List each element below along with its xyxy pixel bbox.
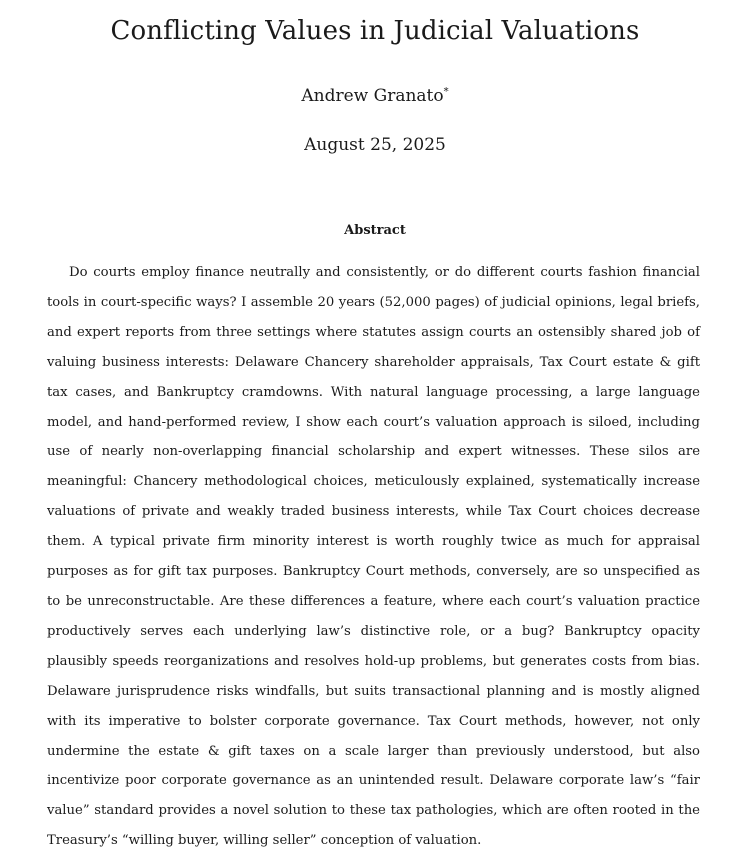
abstract-heading: Abstract xyxy=(344,223,406,238)
paper-date: August 25, 2025 xyxy=(304,135,446,155)
author-name: Andrew Granato xyxy=(301,86,444,106)
abstract-body: Do courts employ finance neutrally and consistently, or do different courts fashion financial tools in court-specific ways? I assemble 20 years (52,000 pages) of judicial opinions, legal briefs, and expert reports from three settings where statutes assign courts an ostensibly shared job of valuing business interests: Delaware Chancery shareholder appraisals, Tax Court estate & gift tax cases, and Bankruptcy cramdowns. With natural language processing, a large language model, and hand-performed review, I show each court’s valuation approach is siloed, including use of nearly non-overlapping financial scholarship and expert witnesses. These silos are meaningful: Chancery methodological choices, meticulously explained, systematically increase valuations of private and weakly traded business interests, while Tax Court choices decrease them. A typical private firm minority interest is worth roughly twice as much for appraisal purposes as for gift tax purposes. Bankruptcy Court methods, conversely, are so unspecified as to be unreconstructable. Are these differences a feature, where each court’s valuation practice productively serves each underlying law’s distinctive role, or a bug? Bankruptcy opacity plausibly speeds reorganizations and resolves hold-up problems, but generates costs from bias. Delaware jurisprudence risks windfalls, but suits transactional planning and is mostly aligned with its imperative to bolster corporate governance. Tax Court methods, however, not only undermine the estate & gift taxes on a scale larger than previously understood, but also incentivize poor corporate governance as an unintended result. Delaware corporate law’s “fair value” standard provides a novel solution to these tax pathologies, which are often rooted in the Treasury’s “willing buyer, willing seller” conception of valuation. xyxy=(47,265,700,849)
author-footnote-mark[interactable]: * xyxy=(443,86,449,98)
author-line xyxy=(0,86,750,106)
paper-title: Conflicting Values in Judicial Valuations xyxy=(110,16,640,46)
